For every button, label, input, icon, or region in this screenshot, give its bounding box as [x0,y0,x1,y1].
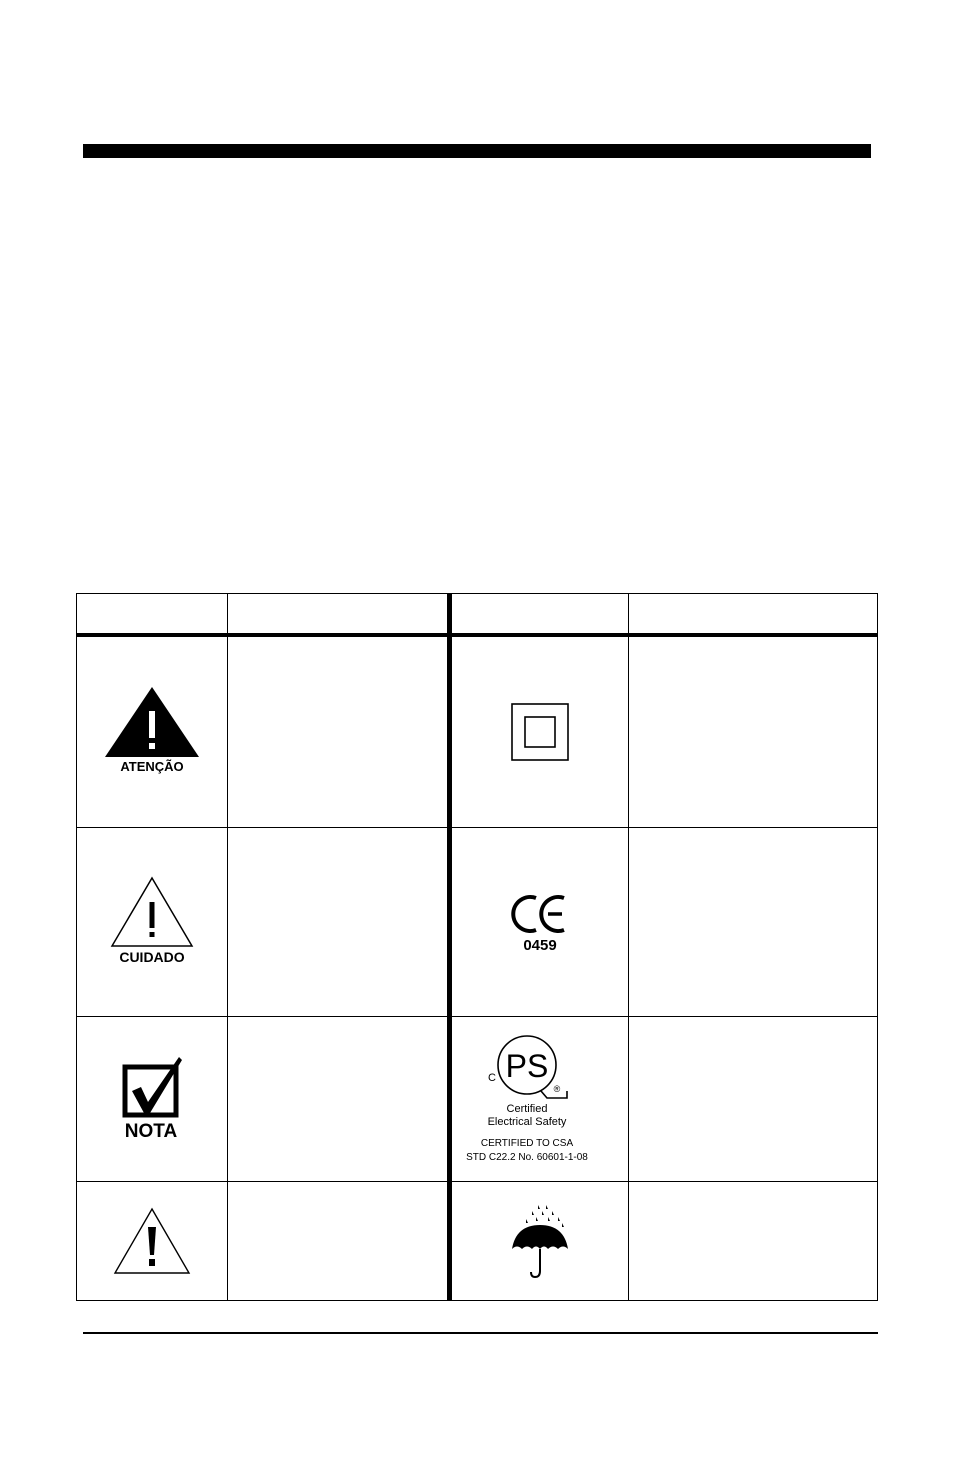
csa-certified-to-text: CERTIFIED TO CSA [480,1138,574,1149]
caution-triangle-exclamation-icon [113,1207,191,1275]
description-cell-double-insulation [629,637,877,827]
symbol-cell-ce-mark [452,828,628,1016]
description-cell-keep-dry [629,1182,877,1300]
symbol-cell-keep-dry [452,1182,628,1300]
description-cell-csa [629,1017,877,1181]
description-cell-caution [228,828,447,1016]
note-label: NOTA [124,1121,178,1142]
csa-ps-mark: PS [505,1048,549,1084]
caution-label: CUIDADO [119,949,185,965]
top-rule [83,144,871,158]
table-border-bottom [76,1300,878,1301]
checkbox-check-icon [119,1057,185,1141]
double-square-icon [511,703,569,761]
warning-triangle-filled-icon [104,687,200,777]
umbrella-rain-icon [508,1203,572,1279]
ce-notified-body-number: 0459 [523,937,557,954]
description-cell-attention [228,1182,447,1300]
table-header-symbol-left [77,594,227,633]
csa-electrical-safety-text: Electrical Safety [487,1116,567,1128]
bottom-rule [83,1332,878,1334]
caution-triangle-outline-icon [109,876,195,968]
symbol-cell-double-insulation [452,637,628,827]
table-border-right [877,593,878,1301]
csa-standard-text: STD C22.2 No. 60601-1-08 [466,1152,588,1163]
symbol-cell-note [77,1017,227,1181]
csa-certified-text: Certified [506,1103,548,1115]
csa-registered-mark: ® [553,1084,561,1094]
csa-certification-mark-icon [465,1029,615,1169]
table-header-symbol-right [452,594,628,633]
symbol-cell-warning [77,637,227,827]
symbol-cell-csa [452,1017,628,1181]
table-header-description-right [629,594,877,633]
description-cell-note [228,1017,447,1181]
ce-mark-icon [510,890,570,954]
symbol-cell-attention [77,1182,227,1300]
warning-label: ATENÇÃO [120,759,184,774]
table-header-description-left [228,594,447,633]
description-cell-warning [228,637,447,827]
symbol-cell-caution [77,828,227,1016]
description-cell-ce-mark [629,828,877,1016]
csa-c-mark: C [488,1072,496,1084]
symbols-table [76,593,878,1301]
